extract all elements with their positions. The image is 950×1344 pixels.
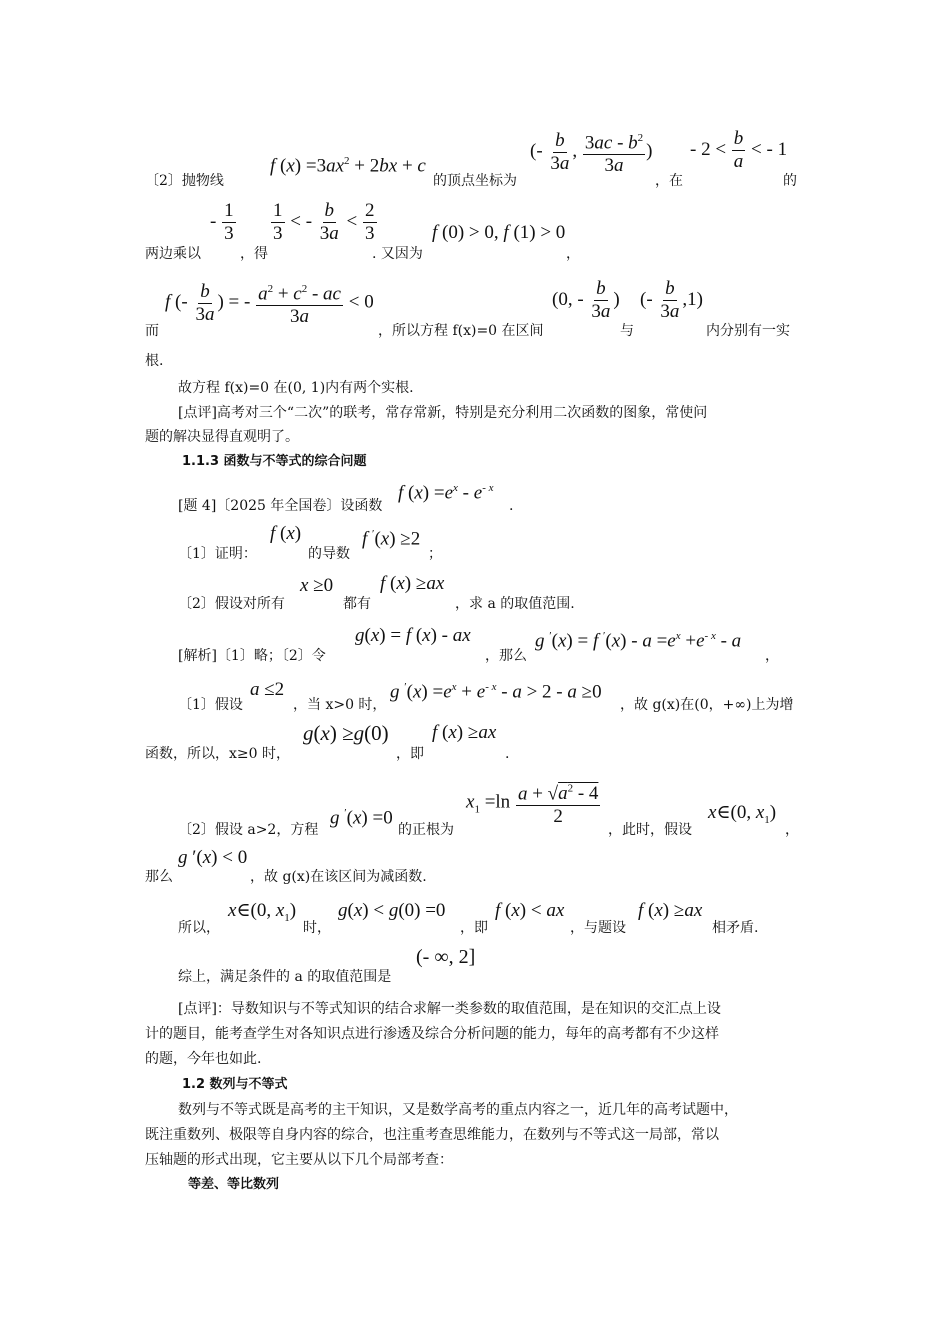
formula: $\frac{1}{3}$ < - $\frac{b}{3a}$ < $\frac{2}{3}$ [273, 200, 375, 244]
text: 两边乘以 [145, 246, 201, 262]
text: ， [566, 246, 580, 262]
formula: f $(x) =3ax^2 + 2bx + c$ [270, 155, 426, 177]
text: 的顶点坐标为 [433, 173, 517, 189]
text: ，求 a 的取值范围. [455, 596, 575, 612]
text: 函数，所以，x≥0 时， [145, 746, 290, 762]
formula: g(x) ≥g(0) [303, 721, 389, 745]
text: ， [765, 648, 779, 664]
text: 根. [145, 353, 164, 369]
text: 那么 [145, 869, 173, 885]
formula: x∈(0, $x_1$) [708, 802, 777, 826]
text: ，所以方程 f(x)=0 在区间 [378, 323, 544, 339]
formula: $x_1 =\ln$ $\frac{a + √a^2 - 4}{2}$ [466, 778, 601, 828]
text: 计的题目，能考查学生对各知识点进行渗透及综合分析问题的能力，每年的高考都有不少这样 [145, 1026, 719, 1042]
formula: g(x) < g(0) =0 [338, 900, 446, 921]
text: ， [785, 822, 799, 838]
text: 既注重数列、极限等自身内容的综合，也注重考查思维能力，在数列与不等式这一局部，常以 [145, 1127, 719, 1143]
text: 都有 [343, 596, 371, 612]
text: 〔2〕假设 a>2，方程 [178, 822, 319, 838]
text: . [509, 498, 514, 514]
text: 题的解决显得直观明了。 [145, 429, 299, 445]
text: 的导数 [308, 546, 350, 562]
text: 故方程 f(x)=0 在(0, 1)内有两个实根. [178, 380, 414, 396]
text: 所以， [178, 920, 220, 936]
text: 压轴题的形式出现，它主要从以下几个局部考查： [145, 1152, 453, 1168]
text: . [505, 746, 510, 762]
text: [题 4]〔2025 年全国卷〕设函数 [178, 498, 383, 514]
text: ，故 g(x)在该区间为减函数. [250, 869, 427, 885]
formula: g ′(x) < 0 [178, 847, 248, 868]
text: [点评]高考对三个“二次”的联考，常存常新，特别是充分利用二次函数的图象，常使问 [178, 405, 708, 421]
text: 综上，满足条件的 a 的取值范围是 [178, 969, 392, 985]
formula: g(x) = f (x) - ax [355, 625, 471, 646]
text: ，当 x>0 时， [293, 697, 387, 713]
text: . 又因为 [372, 246, 423, 262]
formula: g $'(x) =e^x + e^{- x} - a > 2 - a \ge 0$ [390, 681, 602, 703]
text: ； [428, 546, 442, 562]
formula: (- $\frac{b}{3a}$ ,1) [640, 278, 703, 322]
formula: f (- $\frac{b}{3a}$ ) = - $\frac{a^2 + c^2 - ac}{3a}$ < 0 [165, 278, 374, 328]
text: 〔1〕假设 [178, 697, 243, 713]
text: 而 [145, 323, 159, 339]
text: 〔1〕证明： [178, 546, 257, 562]
text: ，那么 [485, 648, 527, 664]
formula: f (0) > 0, f (1) > 0 [432, 222, 566, 243]
formula: f ′(x) ≥2 [362, 528, 421, 550]
text: ，在 [655, 173, 683, 189]
text: 〔2〕假设对所有 [178, 596, 285, 612]
text: ，此时，假设 [608, 822, 692, 838]
text: [点评]：导数知识与不等式知识的结合求解一类参数的取值范围，是在知识的交汇点上设 [178, 1001, 721, 1017]
subsection-heading: 等差、等比数列 [188, 1177, 280, 1192]
text: 的 [783, 173, 797, 189]
text: 相矛盾. [712, 920, 759, 936]
text: ，得 [240, 246, 268, 262]
text: 内分别有一实 [706, 323, 790, 339]
formula: a ≤2 [250, 679, 285, 700]
text: 的正根为 [398, 822, 454, 838]
formula: (- $\frac{b}{3a}$ , $\frac{3ac - b^2}{3a}$ ) [530, 127, 653, 177]
section-heading: 1.1.3 函数与不等式的综合问题 [182, 454, 367, 469]
text: ，故 g(x)在(0，+∞)上为增 [620, 697, 794, 713]
formula: (- ∞, 2] [416, 946, 476, 968]
section-heading: 1.2 数列与不等式 [182, 1077, 288, 1092]
formula: - $\frac{1}{3}$ [210, 200, 234, 244]
text: ，与题设 [570, 920, 626, 936]
text: [解析]〔1〕略；〔2〕令 [178, 648, 326, 664]
text: 时， [303, 920, 331, 936]
text: ，即 [460, 920, 488, 936]
text: 的题，今年也如此. [145, 1051, 262, 1067]
text: 〔2〕抛物线 [145, 173, 224, 189]
formula: f (x) ≥ax [380, 573, 445, 594]
formula: - 2 < $\frac{b}{a}$ < - 1 [690, 128, 788, 172]
formula: f (x) ≥ax [432, 722, 497, 743]
text: ，即 [396, 746, 424, 762]
formula: f (x) [270, 523, 302, 544]
formula: f (x) ≥ax [638, 900, 703, 921]
formula: x∈(0, $x_1$) [228, 900, 297, 924]
formula: x ≥0 [300, 575, 334, 596]
formula: g ′(x) = f $'(x) - a =e^x +e^{- x} - a$ [535, 630, 742, 652]
text: 数列与不等式既是高考的主干知识，又是数学高考的重点内容之一，近几年的高考试题中， [178, 1102, 738, 1118]
formula: g ′(x) =0 [330, 807, 393, 829]
formula: f (x) < ax [495, 900, 565, 921]
formula: f $(x) =e^x - e^{- x}$ [398, 482, 494, 504]
text: 与 [620, 323, 634, 339]
formula: (0, - $\frac{b}{3a}$ ) [552, 278, 620, 322]
